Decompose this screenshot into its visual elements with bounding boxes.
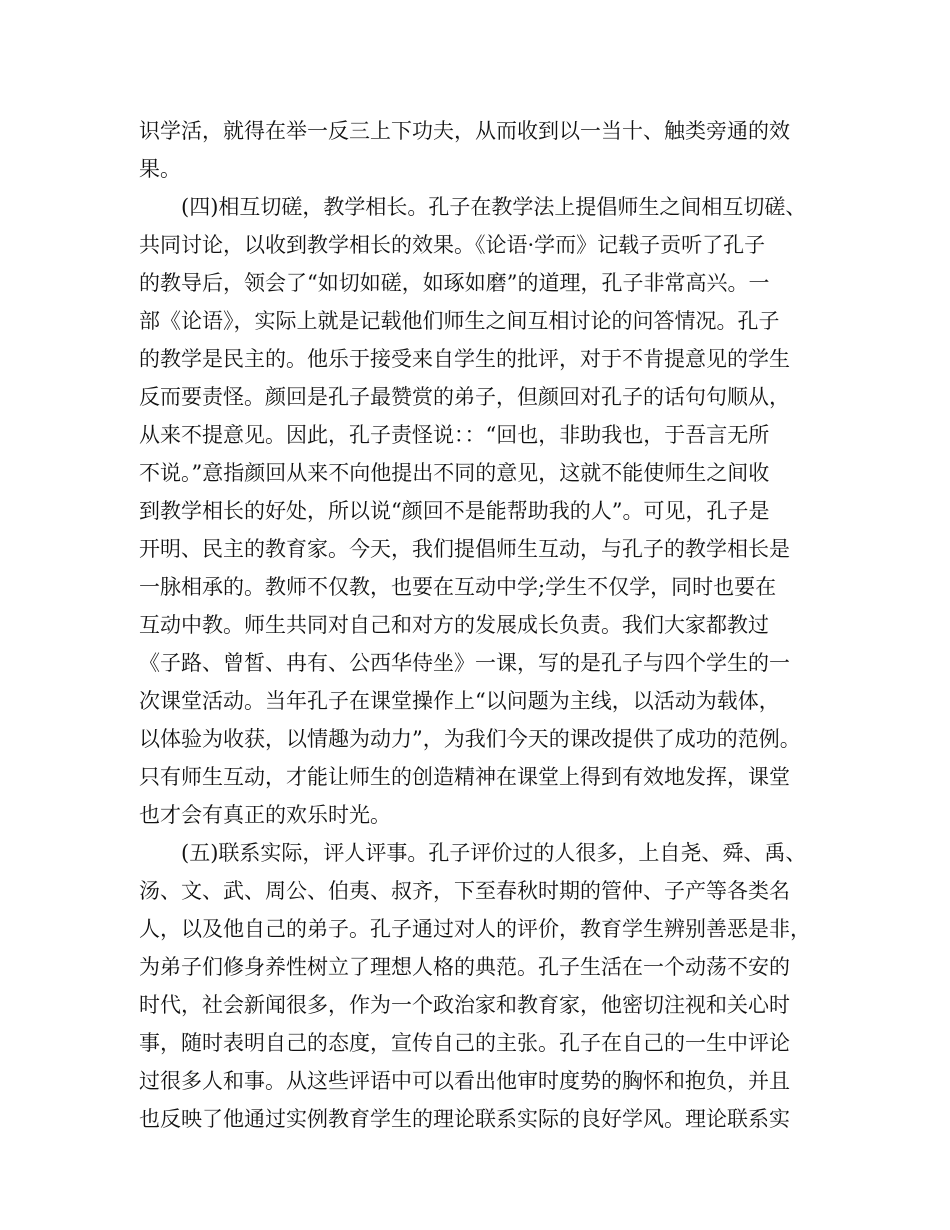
text-line: 只有师生互动，才能让师生的创造精神在课堂上得到有效地发挥，课堂 xyxy=(139,765,790,789)
body-text xyxy=(139,112,819,1138)
text-line: 部《论语》，实际上就是记载他们师生之间互相讨论的问答情况。孔子 xyxy=(139,309,780,333)
text-line: 也才会有真正的欢乐时光。 xyxy=(139,803,391,827)
text-line: 从来不提意见。因此，孔子责怪说：：“回也，非助我也，于吾言无所 xyxy=(139,423,770,447)
text-line: 果。 xyxy=(139,157,181,181)
text-line: 为弟子们修身养性树立了理想人格的典范。孔子生活在一个动荡不安的 xyxy=(139,955,790,979)
text-line: 事，随时表明自己的态度，宣传自己的主张。孔子在自己的一生中评论 xyxy=(139,1031,790,1055)
text-line: 到教学相长的好处，所以说“颜回不是能帮助我的人”。可见，孔子是 xyxy=(139,499,770,523)
text-line: 次课堂活动。当年孔子在课堂操作上“以问题为主线，以活动为载体， xyxy=(139,689,780,713)
text-line: 互动中教。师生共同对自己和对方的发展成长负责。我们大家都教过 xyxy=(139,613,769,637)
text-line: 人，以及他自己的弟子。孔子通过对人的评价，教育学生辨别善恶是非， xyxy=(139,917,811,941)
text-line: 的教导后，领会了“如切如磋，如琢如磨”的道理，孔子非常高兴。一 xyxy=(139,271,770,295)
text-line: 开明、民主的教育家。今天，我们提倡师生互动，与孔子的教学相长是 xyxy=(139,537,790,561)
text-line: 共同讨论，以收到教学相长的效果。《论语·学而》记载子贡听了孔子 xyxy=(139,233,766,257)
text-line: 以体验为收获，以情趣为动力”，为我们今天的课改提供了成功的范例。 xyxy=(139,727,801,751)
text-line: 的教学是民主的。他乐于接受来自学生的批评，对于不肯提意见的学生 xyxy=(139,347,790,371)
text-line: 时代，社会新闻很多，作为一个政治家和教育家，他密切注视和关心时 xyxy=(139,993,790,1017)
text-line: 不说。”意指颜回从来不向他提出不同的意见，这就不能使师生之间收 xyxy=(139,461,770,485)
text-line: 一脉相承的。教师不仅教，也要在互动中学;学生不仅学，同时也要在 xyxy=(139,575,777,599)
text-line: 反而要责怪。颜回是孔子最赞赏的弟子，但颜回对孔子的话句句顺从， xyxy=(139,385,790,409)
text-line: 过很多人和事。从这些评语中可以看出他审时度势的胸怀和抱负，并且 xyxy=(139,1069,790,1093)
text-line: 识学活，就得在举一反三上下功夫，从而收到以一当十、触类旁通的效 xyxy=(139,119,790,143)
text-line: (五)联系实际，评人评事。孔子评价过的人很多，上自尧、舜、禹、 xyxy=(181,841,807,865)
text-line: 也反映了他通过实例教育学生的理论联系实际的良好学风。理论联系实 xyxy=(139,1107,790,1131)
text-line: (四)相互切磋，教学相长。孔子在教学法上提倡师生之间相互切磋、 xyxy=(181,195,807,219)
text-line: 汤、文、武、周公、伯夷、叔齐，下至春秋时期的管仲、子产等各类名 xyxy=(139,879,790,903)
text-line: 《子路、曾皙、冉有、公西华侍坐》一课，写的是孔子与四个学生的一 xyxy=(139,651,790,675)
